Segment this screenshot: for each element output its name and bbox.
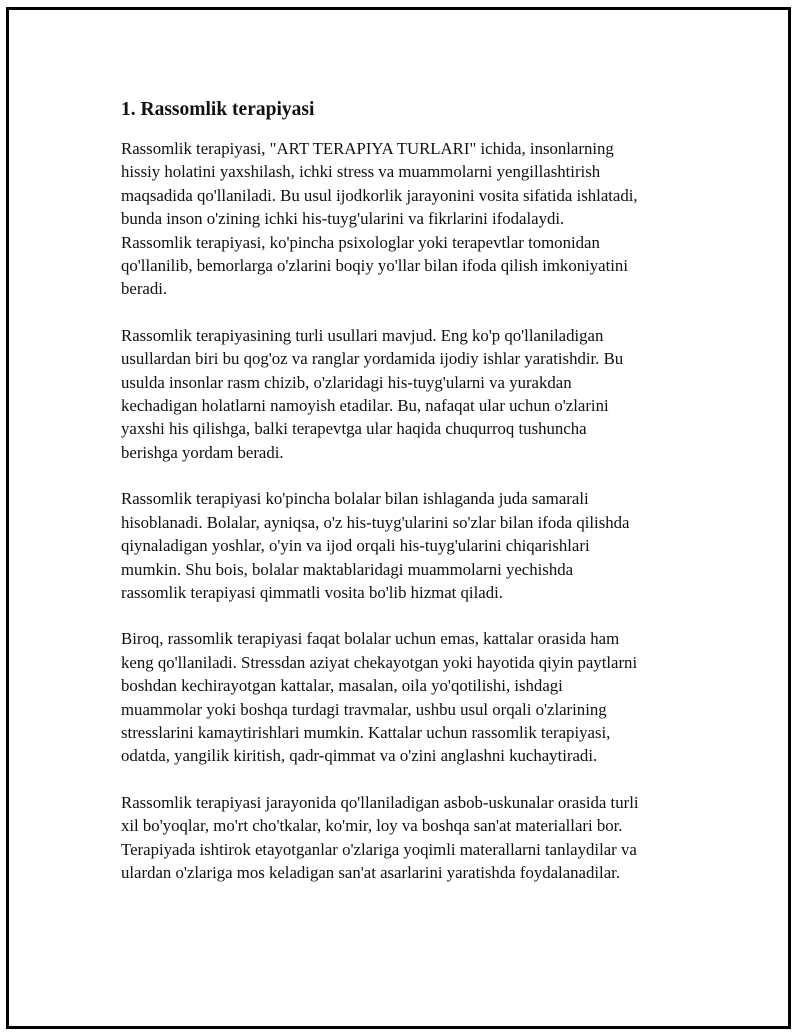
paragraph-line: rassomlik terapiyasi qimmatli vosita bo'lib hizmat qiladi. [121, 582, 503, 602]
paragraph-line: usullardan biri bu qog'oz va ranglar yordamida ijodiy ishlar yaratishdir. Bu [121, 349, 624, 369]
paragraph-3 [121, 487, 701, 604]
paragraph-line: Rassomlik terapiyasining turli usullari mavjud. Eng ko'p qo'llaniladigan [121, 325, 604, 345]
paragraph-line: Rassomlik terapiyasi jarayonida qo'llaniladigan asbob-uskunalar orasida turli [121, 792, 639, 812]
paragraph-line: keng qo'llaniladi. Stressdan aziyat chekayotgan yoki hayotida qiyin paytlarni [121, 652, 638, 672]
paragraph-line: Rassomlik terapiyasi, ko'pincha psixologlar yoki terapevtlar tomonidan [121, 232, 600, 252]
paragraph-line: Terapiyada ishtirok etayotganlar o'zlariga yoqimli materallarni tanlaydilar va [121, 839, 637, 859]
paragraph-2 [121, 324, 701, 464]
paragraph-line: hisoblanadi. Bolalar, ayniqsa, o'z his-tuyg'ularini so'zlar bilan ifoda qilishda [121, 512, 630, 532]
paragraph-line: mumkin. Shu bois, bolalar maktablaridagi muammolarni yechishda [121, 559, 574, 579]
paragraph-line: Rassomlik terapiyasi, "ART TERAPIYA TURLARI" ichida, insonlarning [121, 139, 614, 158]
paragraph-line: xil bo'yoqlar, mo'rt cho'tkalar, ko'mir, loy va boshqa san'at materiallari bor. [121, 816, 623, 836]
paragraph-line: ulardan o'zlariga mos keladigan san'at asarlarini yaratishda foydalanadilar. [121, 862, 621, 882]
paragraph-line: berishga yordam beradi. [121, 442, 284, 462]
paragraph-line: kechadigan holatlarni namoyish etadilar. Bu, nafaqat ular uchun o'zlarini [121, 396, 609, 416]
paragraph-5 [121, 791, 701, 885]
paragraph-line: maqsadida qo'llaniladi. Bu usul ijodkorlik jarayonini vosita sifatida ishlatadi, [121, 185, 638, 205]
section-title: 1. Rassomlik terapiyasi [121, 99, 315, 120]
paragraph-line: stresslarini kamaytirishlari mumkin. Kattalar uchun rassomlik terapiyasi, [121, 722, 611, 742]
paragraph-line: bunda inson o'zining ichki his-tuyg'ularini va fikrlarini ifodalaydi. [121, 209, 565, 229]
paragraph-line: muammolar yoki boshqa turdagi travmalar, ushbu usul orqali o'zlarining [121, 699, 607, 719]
paragraph-4 [121, 627, 701, 767]
paragraph-line: Rassomlik terapiyasi ko'pincha bolalar bilan ishlaganda juda samarali [121, 489, 589, 509]
paragraph-line: odatda, yangilik kiritish, qadr-qimmat va o'zini anglashni kuchaytiradi. [121, 746, 598, 766]
paragraph-line: Biroq, rassomlik terapiyasi faqat bolalar uchun emas, kattalar orasida ham [121, 629, 620, 649]
page-frame [6, 7, 791, 1029]
paragraph-line: qiynaladigan yoshlar, o'yin va ijod orqali his-tuyg'ularini chiqarishlari [121, 536, 590, 556]
paragraph-line: usulda insonlar rasm chizib, o'zlaridagi his-tuyg'ularni va yurakdan [121, 372, 572, 392]
paragraph-line: qo'llanilib, bemorlarga o'zlarini boqiy yo'llar bilan ifoda qilish imkoniyatini [121, 256, 628, 276]
document-body [121, 98, 701, 907]
paragraph-line: hissiy holatini yaxshilash, ichki stress va muammolarni yengillashtirish [121, 162, 601, 182]
paragraph-line: yaxshi his qilishga, balki terapevtga ular haqida chuqurroq tushuncha [121, 419, 587, 439]
paragraph-1 [121, 137, 701, 301]
paragraph-line: beradi. [121, 279, 168, 299]
paragraph-line: boshdan kechirayotgan kattalar, masalan, oila yo'qotilishi, ishdagi [121, 676, 563, 696]
